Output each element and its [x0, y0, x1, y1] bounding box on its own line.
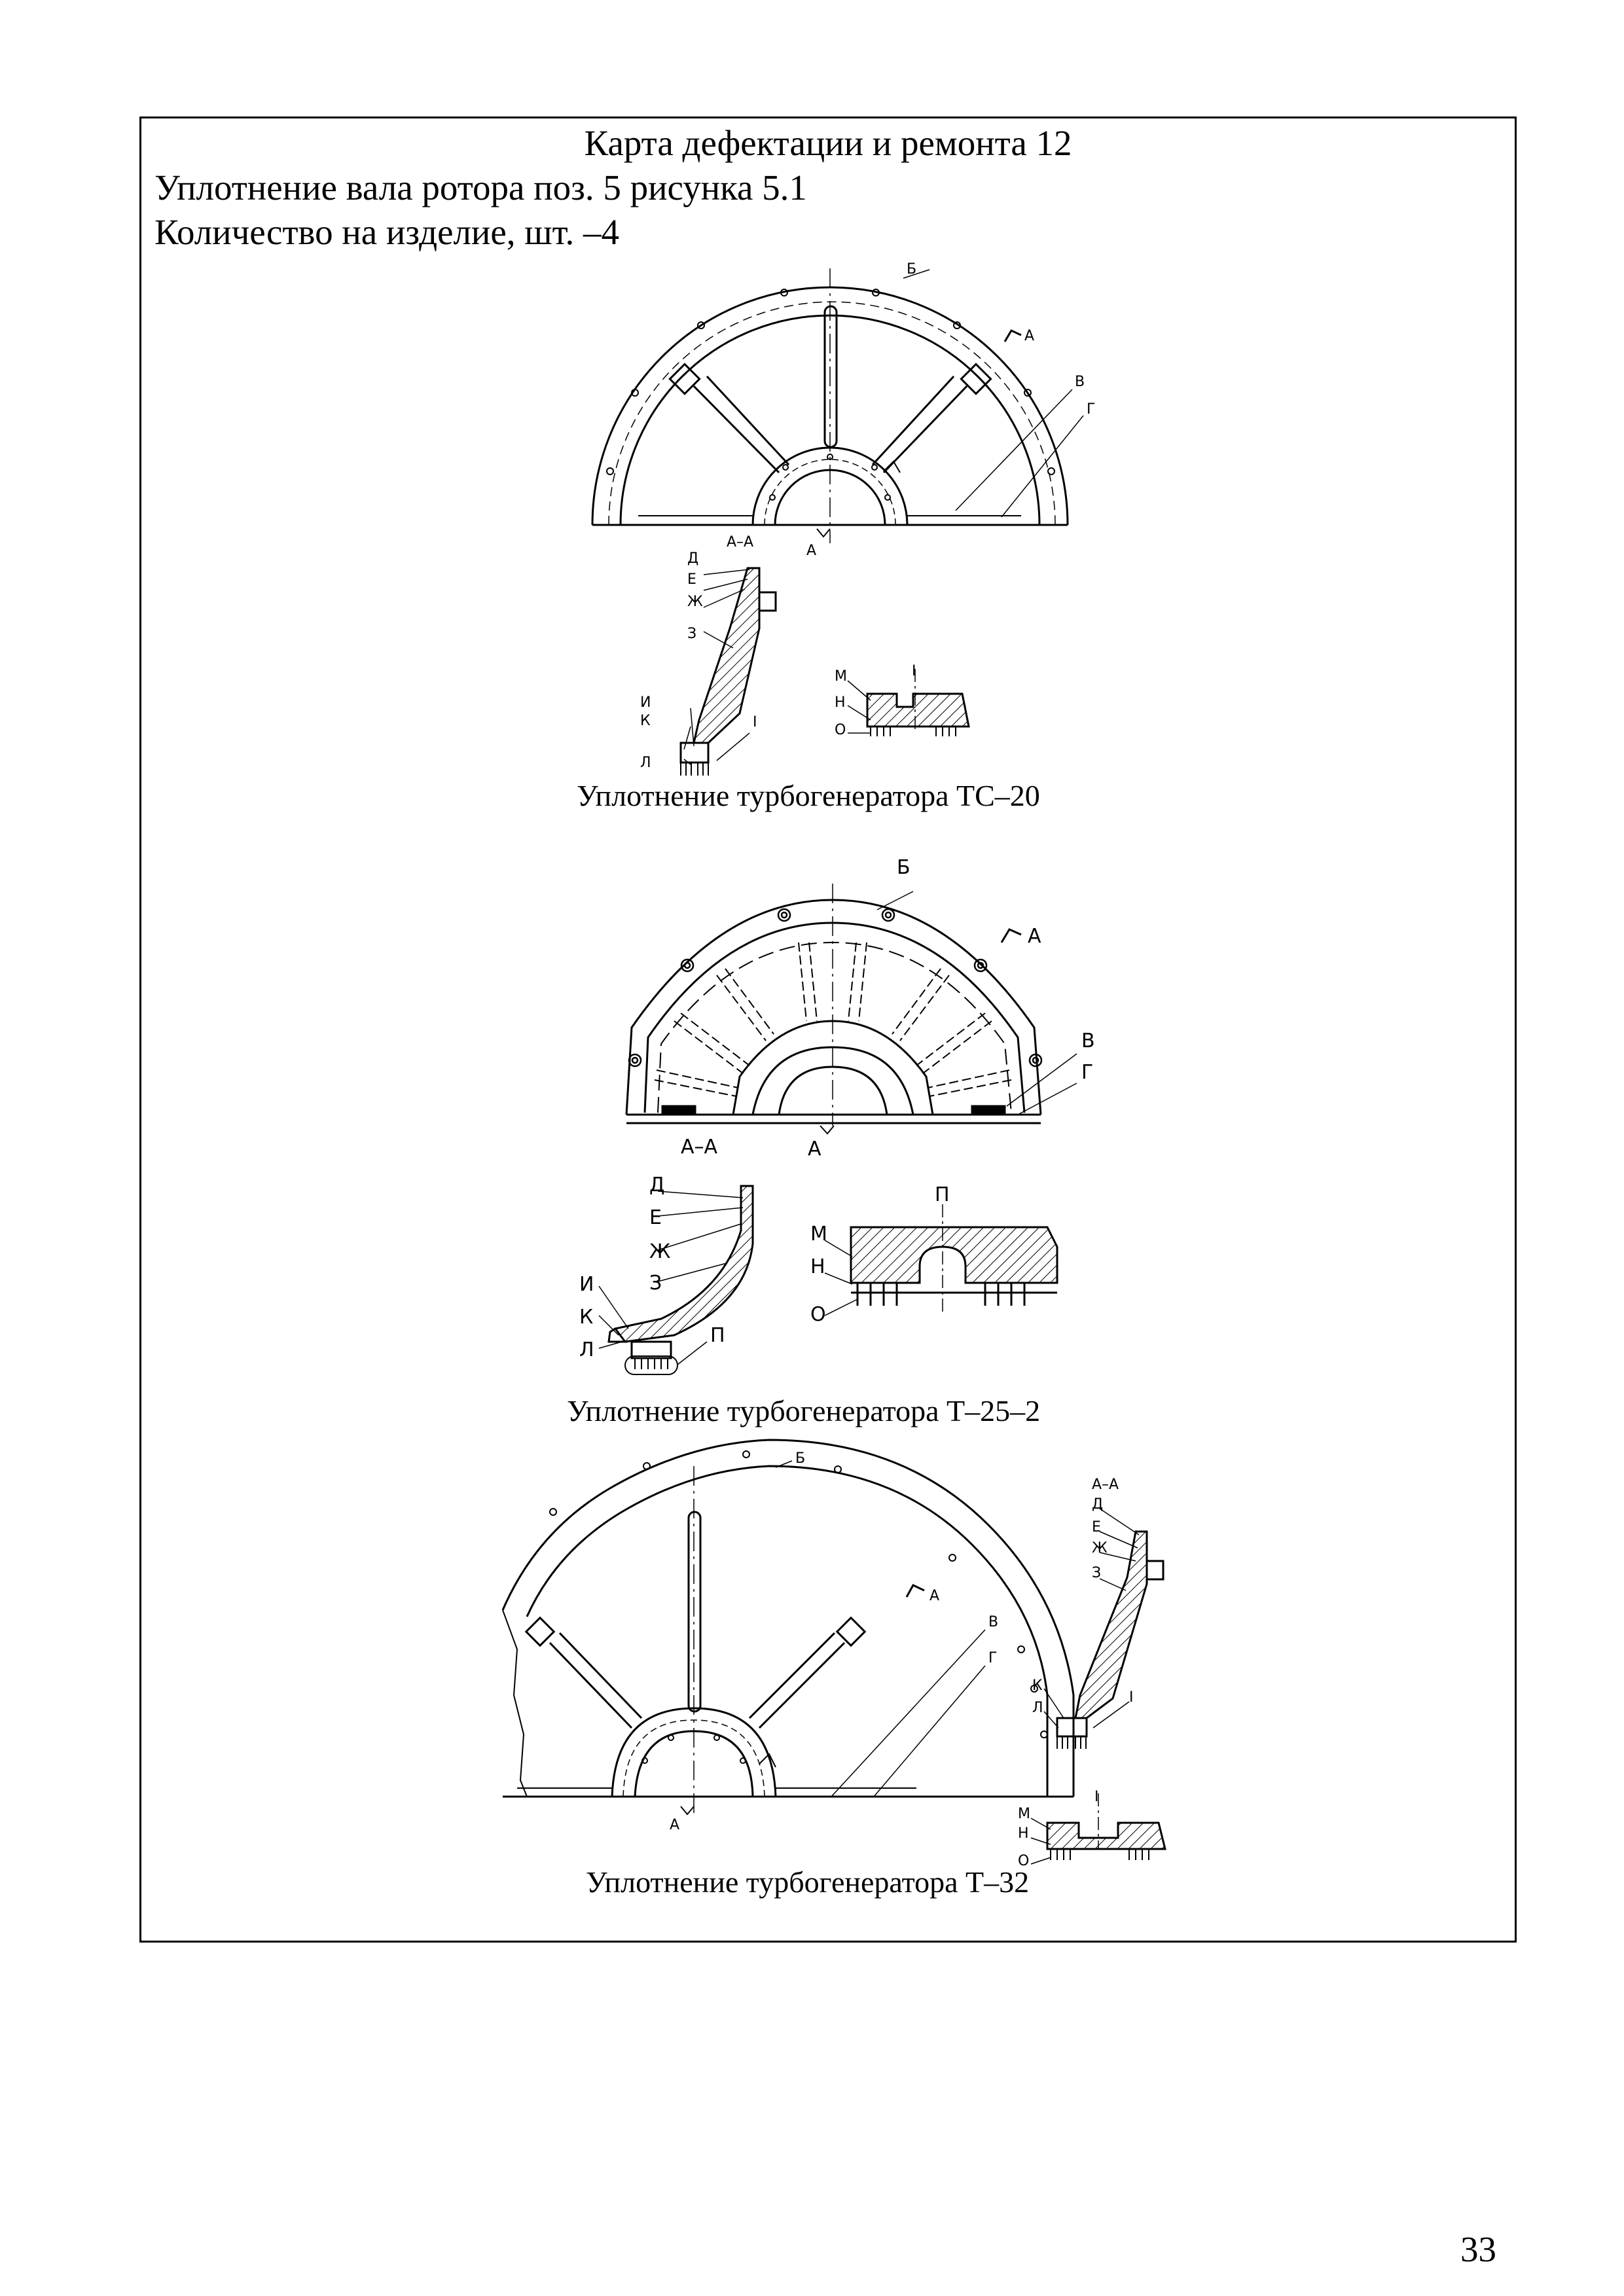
label-g: Г: [1081, 1061, 1094, 1084]
label-k: К: [1032, 1677, 1043, 1694]
figure-caption-1: Уплотнение турбогенератора ТС–20: [577, 779, 1040, 812]
label-g: Г: [1087, 401, 1096, 418]
label-a-top: А: [1028, 925, 1041, 948]
label-d: Д: [687, 550, 699, 567]
label-b: Б: [795, 1450, 806, 1467]
section-title: А–А: [681, 1136, 718, 1158]
part-description: Уплотнение вала ротора поз. 5 рисунка 5.1: [154, 168, 807, 207]
figure-1-detail-view: [835, 663, 969, 738]
label-a-top: А: [1024, 328, 1035, 344]
figure-3-main-view: [503, 1440, 1074, 1833]
label-detail-ref: I: [1129, 1689, 1134, 1706]
label-detail-title: П: [935, 1183, 950, 1206]
label-m: М: [810, 1223, 827, 1246]
label-m: М: [835, 668, 847, 685]
figure-1-section-view: [640, 534, 776, 776]
label-k: К: [640, 713, 651, 729]
label-n: Н: [810, 1255, 825, 1278]
section-title: А–А: [1092, 1477, 1119, 1493]
quantity-line: Количество на изделие, шт. –4: [154, 212, 620, 252]
label-z: З: [1092, 1565, 1102, 1581]
label-v: В: [988, 1614, 999, 1630]
label-n: Н: [1018, 1825, 1029, 1842]
label-v: В: [1075, 374, 1085, 390]
label-b: Б: [897, 856, 911, 879]
label-zh: Ж: [687, 594, 703, 610]
figure-2-main-view: [626, 856, 1095, 1160]
label-v: В: [1081, 1030, 1095, 1052]
figure-2-section-view: [579, 1136, 753, 1374]
document-title: Карта дефектации и ремонта 12: [584, 123, 1072, 163]
figure-caption-2: Уплотнение турбогенератора Т–25–2: [567, 1394, 1041, 1427]
label-detail-title: I: [1094, 1789, 1099, 1805]
label-e: Е: [649, 1206, 662, 1229]
page-number: 33: [1460, 2229, 1496, 2269]
label-a-top: А: [929, 1588, 940, 1604]
label-d: Д: [649, 1174, 665, 1196]
label-o: О: [810, 1303, 826, 1326]
figure-3-detail-view: [1018, 1789, 1165, 1869]
figure-caption-3: Уплотнение турбогенератора Т–32: [586, 1865, 1030, 1899]
label-z: З: [687, 626, 697, 642]
label-e: Е: [687, 571, 696, 588]
label-l: Л: [1032, 1700, 1043, 1716]
label-detail-title: I: [912, 663, 916, 679]
label-zh: Ж: [649, 1240, 671, 1263]
label-zh: Ж: [1092, 1540, 1108, 1556]
figure-2-detail-view: [810, 1183, 1057, 1326]
label-a-bottom: А: [808, 1138, 821, 1160]
label-n: Н: [835, 694, 846, 711]
label-l: Л: [579, 1338, 594, 1361]
label-a-bottom: А: [670, 1817, 680, 1833]
figure-3-section-view: [1032, 1477, 1163, 1749]
label-l: Л: [640, 755, 651, 771]
label-z: З: [649, 1272, 662, 1295]
label-b: Б: [907, 261, 917, 278]
label-detail-ref: П: [710, 1324, 725, 1347]
label-d: Д: [1092, 1496, 1104, 1513]
label-k: К: [579, 1306, 594, 1329]
label-a-bottom: А: [806, 543, 817, 559]
figure-1-main-view: [592, 261, 1095, 559]
label-detail-ref: I: [753, 714, 757, 730]
label-o: О: [1018, 1853, 1030, 1869]
label-i: И: [579, 1273, 594, 1296]
label-g: Г: [988, 1650, 998, 1666]
label-i: И: [640, 694, 651, 711]
label-e: Е: [1092, 1519, 1101, 1535]
section-title: А–А: [727, 534, 754, 550]
label-o: О: [835, 722, 846, 738]
label-m: М: [1018, 1806, 1030, 1822]
